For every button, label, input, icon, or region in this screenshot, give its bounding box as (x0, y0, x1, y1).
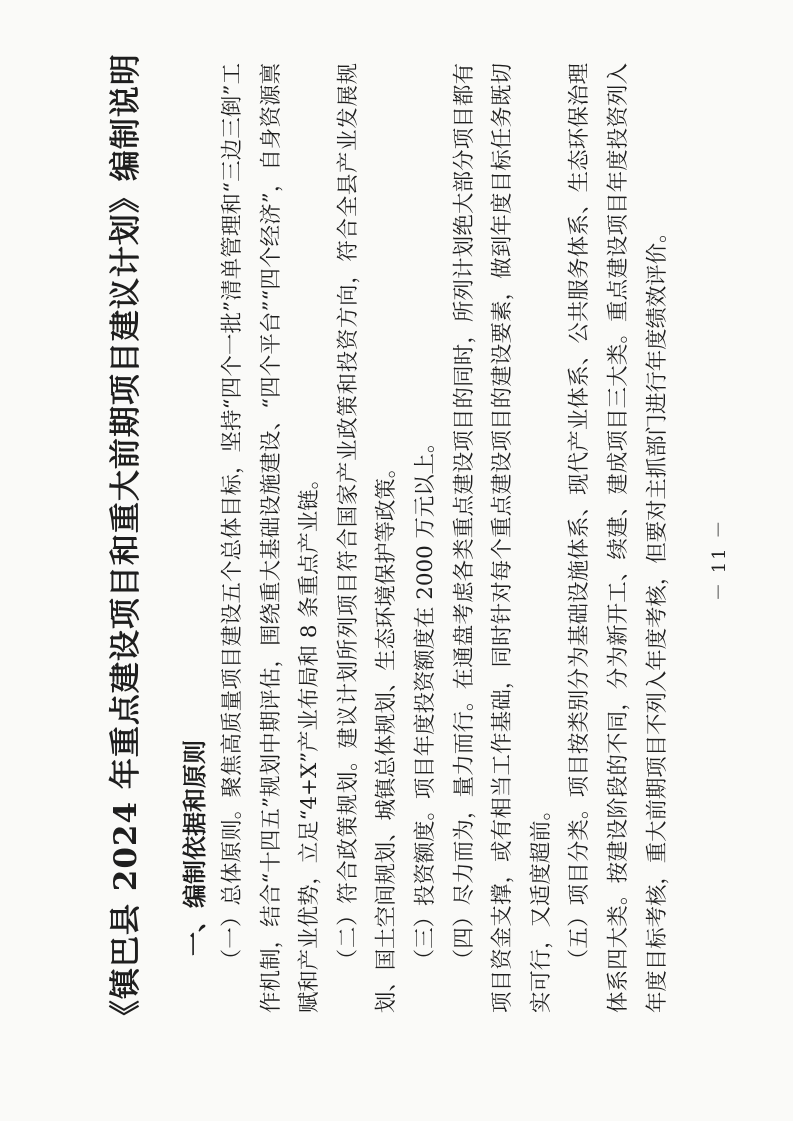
paragraph-1: （一）总体原则。聚焦高质量项目建设五个总体目标，坚持“四个一批”清单管理和“三边三倒”工作机制，结合“十四五”规划中期评估，围绕重大基础设施建设、“四个平台”“四个经济”，自身资源禀赋和产业优势，立足“4+X”产业布局和 8 条重点产业链。 (220, 63, 323, 1013)
paragraph-3: （三）投资额度。项目年度投资额度在 2000 万元以上。 (412, 431, 438, 971)
document-body (214, 63, 677, 1013)
page-number: － 11 － (709, 518, 730, 601)
paragraph-5: （五）项目分类。项目按类别分为基础设施体系、现代产业体系、公共服务体系、生态环保治理体系四大类。按建设阶段的不同，分为新开工、续建、建成项目三大类。重点建设项目年度投资列入年度目标考核，重大前期项目不列入年度考核，但要对主抓部门进行年度绩效评价。 (567, 63, 670, 1013)
section-heading: 一、编制依据和原则 (181, 740, 209, 956)
paragraph-4: （四）尽力而为，量力而行。在通盘考虑各类重点建设项目的同时，所列计划绝大部分项目都有项目资金支撑，或有相当工作基础，同时针对每个重点建设项目的建设要素，做到年度目标任务既切实可行，又适度超前。 (451, 63, 554, 1013)
document-title: 《镇巴县 2024 年重点建设项目和重大前期项目建议计划》编制说明 (108, 53, 144, 1031)
paragraph-2: （二）符合政策规划。建议计划所列项目符合国家产业政策和投资方向，符合全县产业发展规划、国土空间规划、城镇总体规划、生态环境保护等政策。 (335, 63, 400, 1013)
